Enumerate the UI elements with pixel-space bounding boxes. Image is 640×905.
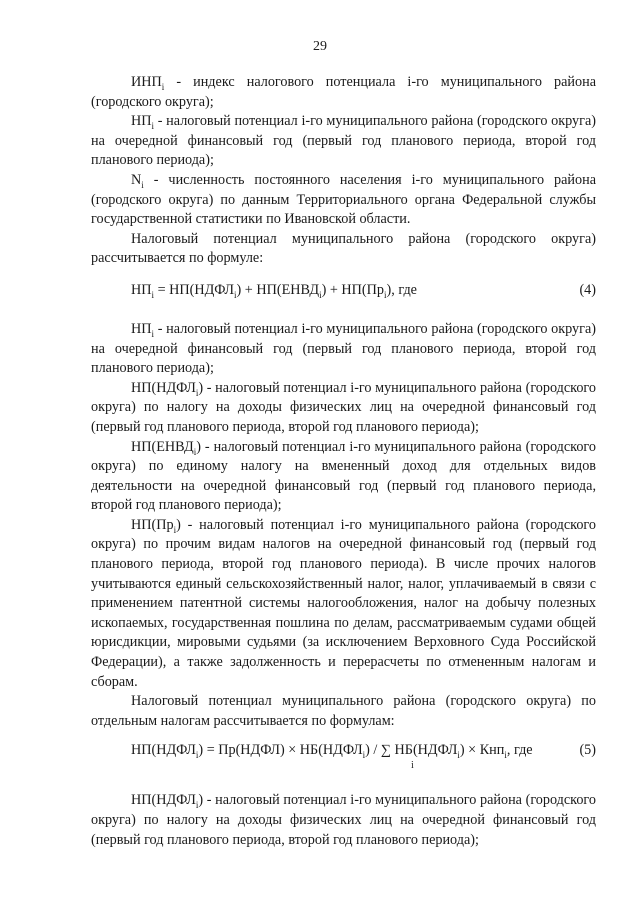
formula-5-expression: $НП(НДФЛ_i)$ = Пр(НДФЛ) × $НБ(НДФЛ_i)$ / ∑ $НБ(НДФЛ_i) \times Кнп_i$, где (131, 742, 533, 761)
formula-5-sum-index: i (411, 760, 414, 772)
formula-4 (91, 281, 596, 301)
formula-4-expression: $НП_i$ = $НП(НДФЛ_i)$ + $НП(ЕНВД_i) + НП(Пр_i)$, где (131, 281, 417, 300)
definition-np-2: $НП_i$ - налоговый потенциал i-го муниципального района (городского округа) на очередной финансовый год (первый год планового периода, второй год планового периода); (91, 320, 596, 377)
formula-4-number: (4) (579, 281, 596, 298)
definition-np: $НП_i$ - налоговый потенциал i-го муниципального района (городского округа) на очередной финансовый год (первый год планового периода, второй год планового периода); (91, 113, 596, 169)
formula-5 (91, 741, 596, 777)
intro-formula-5: Налоговый потенциал муниципального района (городского округа) по отдельным налогам рассчитывается по формулам: (91, 693, 596, 729)
page-number: 29 (313, 39, 327, 54)
definition-inp: $ИНП_i$ - индекс налогового потенциала i-го муниципального района (городского округа); (91, 74, 596, 110)
definition-np-pr: $НП(Пр_i)$ - налоговый потенциал i-го муниципального района (городского округа) по прочим видам налогов на очередной финансовый год (первый год планового периода, второй год планового периода). В числе прочих налогов учитываются единый сельскохозяйственный налог, налог, уплачиваемый в связи с применением патентной системы налогообложения, налог на добычу полезных ископаемых, государственная пошлина по делам, рассматриваемым судами общей юрисдикции, мировыми судьями (за исключением Верховного Суда Российской Федерации), а также задолженность и перерасчеты по отмененным налогам и сборам. (91, 516, 596, 690)
definition-np-ndfl-2: $НП(НДФЛ_i)$ - налоговый потенциал i-го муниципального района (городского округа) по налогу на доходы физических лиц на очередной финансовый год (первый год планового периода, второй год планового периода); (91, 792, 596, 848)
definition-n: $N_i$ - численность постоянного населения i-го муниципального района (городского округа) по данным Территориального органа Федеральной службы государственной статистики по Ивановской области. (91, 171, 596, 228)
intro-formula-4: Налоговый потенциал муниципального района (городского округа) рассчитывается по формуле: (91, 230, 596, 267)
definition-np-ndfl: $НП(НДФЛ_i)$ - налоговый потенциал i-го муниципального района (городского округа) по налогу на доходы физических лиц на очередной финансовый год (первый год планового периода, второй год планового периода); (91, 379, 596, 435)
document-body (91, 73, 596, 850)
formula-5-number: (5) (579, 742, 596, 759)
definition-np-envd: $НП(ЕНВД_i)$ - налоговый потенциал i-го муниципального района (городского округа) по единому налогу на вмененный доход для отдельных видов деятельности на очередной финансовый год (первый год планового периода, второй год планового периода); (91, 438, 596, 514)
